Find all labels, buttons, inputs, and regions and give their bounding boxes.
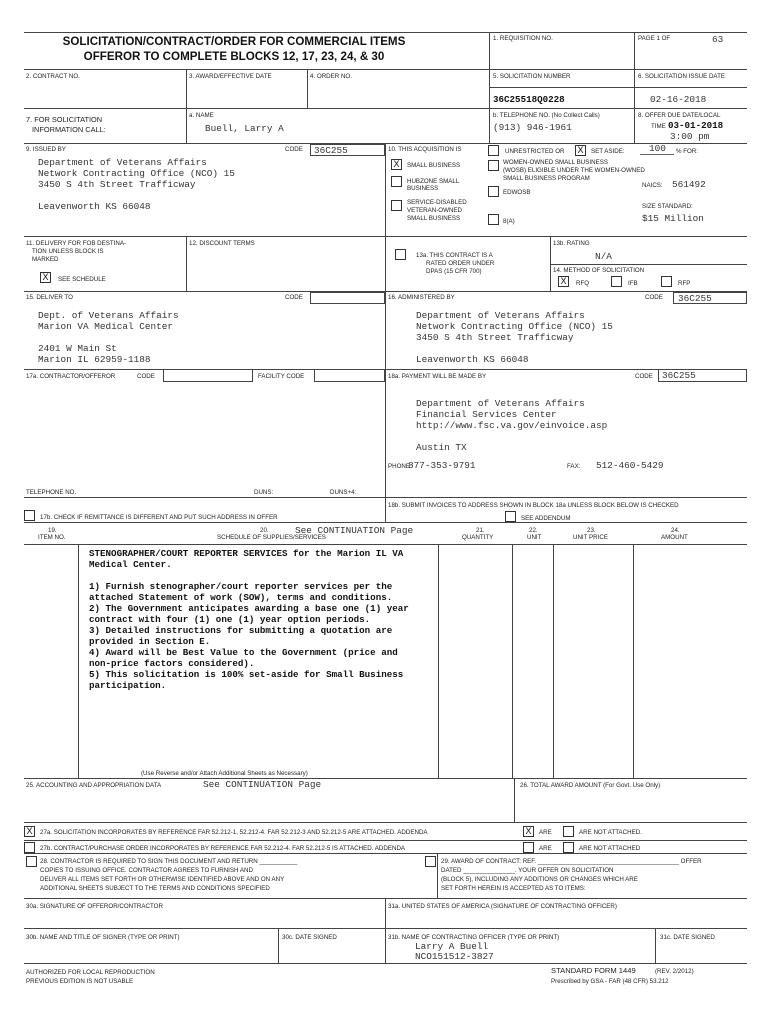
contract-no-label: 2. CONTRACT NO.: [26, 73, 80, 80]
signature-officer-label: 31a. UNITED STATES OF AMERICA (SIGNATURE OF CONTRACTING OFFICER): [388, 903, 617, 910]
contractor-sign-line-4: ADDITIONAL SHEETS SUBJECT TO THE TERMS AND CONDITIONS SPECIFIED: [40, 885, 270, 892]
award-line-4: SET FORTH HEREIN IS ACCEPTED AS TO ITEMS:: [441, 885, 586, 892]
naics-code: 561492: [672, 179, 706, 190]
col20-number: 20.: [260, 527, 269, 534]
contractor-sign-line-2: COPIES TO ISSUING OFFICE. CONTRACTOR AGREES TO FURNISH AND: [40, 867, 253, 874]
payment-code-label: CODE: [635, 373, 653, 380]
remittance-checkbox[interactable]: [24, 510, 35, 521]
contact-phone: (913) 946-1961: [493, 122, 572, 133]
description-line-2: Medical Center.: [89, 559, 172, 570]
rfq-label: RFQ: [576, 280, 590, 287]
naics-label: NAICS:: [642, 182, 663, 189]
discount-terms-label: 12. DISCOUNT TERMS: [189, 240, 255, 247]
payment-phone: 877-353-9791: [408, 460, 476, 471]
time-label: TIME: [651, 123, 666, 130]
delivery-label-1: 11. DELIVERY FOR FOB DESTINA-: [26, 240, 127, 247]
sdvosb-label-2: VETERAN-OWNED: [407, 207, 463, 214]
offer-due-time: 3:00 pm: [670, 131, 710, 142]
description-line-4: 1) Furnish stenographer/court reporter services per the: [89, 581, 393, 592]
rating-value: N/A: [595, 251, 612, 262]
addenda-are-checkbox-2[interactable]: [523, 842, 534, 853]
small-business-checkbox[interactable]: X: [391, 159, 402, 170]
far-reference-checkbox[interactable]: X: [24, 826, 35, 837]
eight-a-label: 8(A): [503, 218, 515, 225]
payment-fax-label: FAX:: [567, 463, 581, 470]
sdvosb-checkbox[interactable]: [391, 200, 402, 211]
rfq-checkbox[interactable]: X: [558, 276, 569, 287]
edwosb-checkbox[interactable]: [488, 186, 499, 197]
delivery-label-3: MARKED: [32, 256, 59, 263]
description-line-8: 3) Detailed instructions for submitting a quotation are: [89, 625, 393, 636]
description-line-1: STENOGRAPHER/COURT REPORTER SERVICES for the Marion IL VA: [89, 548, 404, 559]
footer-prescribed: Prescribed by GSA - FAR (48 CFR) 53.212: [551, 978, 669, 985]
far-reference-text: 27a. SOLICITATION INCORPORATES BY REFERENCE FAR 52.212-1, 52.212-4. FAR 52.212-3 AND 52.212-5 ARE ATTACHED. ADDENDA: [40, 829, 428, 836]
hubzone-label-2: BUSINESS: [407, 185, 439, 192]
offer-due-date: 03-01-2018: [668, 120, 724, 131]
solicitation-info-label: 7. FOR SOLICITATION: [26, 115, 103, 124]
solicitation-info-label-2: INFORMATION CALL:: [32, 125, 106, 134]
col-schedule: SCHEDULE OF SUPPLIES/SERVICES: [217, 534, 326, 541]
footer-form-name: STANDARD FORM 1449: [551, 966, 636, 975]
col-item-no: ITEM NO.: [38, 534, 66, 541]
col-unit: UNIT: [527, 534, 542, 541]
description-line-5: attached Statement of work (SOW), terms and conditions.: [89, 592, 393, 603]
deliver-code-label: CODE: [285, 294, 303, 301]
description-line-10: 4) Award will be Best Value to the Government (price and: [89, 647, 398, 658]
addenda-are-label: ARE: [539, 829, 552, 836]
set-aside-percent: 100: [649, 143, 666, 154]
solicitation-number: 36C25518Q0228: [493, 94, 565, 105]
footer-previous-edition: PREVIOUS EDITION IS NOT USABLE: [26, 978, 134, 985]
award-line-2: DATED _______________. YOUR OFFER ON SOLICITATION: [441, 867, 614, 874]
footer-revision: (REV. 2/2012): [655, 968, 694, 975]
addendum-label: SEE ADDENDUM: [521, 515, 571, 522]
admin-line-3: 3450 S 4th Street Trafficway: [416, 332, 574, 343]
payment-line-2: Financial Services Center: [416, 409, 557, 420]
admin-line-1: Department of Veterans Affairs: [416, 310, 585, 321]
col23-number: 23.: [587, 527, 596, 534]
order-no-label: 4. ORDER NO.: [310, 73, 352, 80]
addenda-not-attached-label: ARE NOT ATTACHED.: [579, 829, 642, 836]
signer-name-label: 30b. NAME AND TITLE OF SIGNER (TYPE OR PRINT): [26, 934, 180, 941]
edwosb-label: EDWOSB: [503, 189, 531, 196]
payment-fax: 512-460-5429: [596, 460, 664, 471]
contractor-sign-line-1: 28. CONTRACTOR IS REQUIRED TO SIGN THIS DOCUMENT AND RETURN ___________: [40, 858, 298, 865]
contractor-label: 17a. CONTRACTOR/OFFEROR: [26, 373, 116, 380]
name-label: a. NAME: [189, 112, 214, 119]
officer-date-label: 31c. DATE SIGNED: [660, 934, 715, 941]
admin-code-label: CODE: [645, 294, 663, 301]
addenda-are-label-2: ARE: [539, 845, 552, 852]
col-unit-price: UNIT PRICE: [573, 534, 608, 541]
col-amount: AMOUNT: [661, 534, 688, 541]
rfp-label: RFP: [678, 280, 691, 287]
contract-reference-checkbox[interactable]: [24, 842, 35, 853]
acquisition-label: 10. THIS ACQUISITION IS: [388, 146, 462, 153]
issued-line-3: 3450 S 4th Street Trafficway: [38, 179, 196, 190]
admin-code: 36C255: [678, 293, 712, 304]
rated-order-checkbox[interactable]: [395, 249, 406, 260]
issue-date: 02-16-2018: [650, 94, 707, 105]
offeror-date-label: 30c. DATE SIGNED: [282, 934, 337, 941]
addenda-are-checkbox[interactable]: X: [523, 826, 534, 837]
contractor-code-label: CODE: [137, 373, 155, 380]
payment-code: 36C255: [662, 370, 696, 381]
contractor-sign-line-3: DELIVER ALL ITEMS SET FORTH OR OTHERWISE IDENTIFIED ABOVE AND ON ANY: [40, 876, 285, 883]
deliver-line-2: Marion VA Medical Center: [38, 321, 174, 332]
wosb-label-1: WOMEN-OWNED SMALL BUSINESS: [503, 159, 608, 166]
size-standard: $15 Million: [642, 213, 704, 224]
officer-id: NCO151512-3827: [415, 951, 494, 962]
deliver-to-label: 15. DELIVER TO: [26, 294, 73, 301]
description-line-7: contract with four (1) one (1) year option periods.: [89, 614, 371, 625]
sdvosb-label-1: SERVICE-DISABLED: [407, 199, 467, 206]
issued-line-1: Department of Veterans Affairs: [38, 157, 207, 168]
description-line-6: 2) The Government anticipates awarding a base one (1) year: [89, 603, 409, 614]
issued-code-label: CODE: [285, 146, 303, 153]
sdvosb-label-3: SMALL BUSINESS: [407, 215, 461, 222]
telephone-label: b. TELEPHONE NO. (No Collect Calls): [493, 112, 600, 119]
award-line-3: (BLOCK 5), INCLUDING ANY ADDITIONS OR CHANGES WHICH ARE: [441, 876, 638, 883]
accounting-value: See CONTINUATION Page: [203, 779, 322, 790]
wosb-label-3: SMALL BUSINESS PROGRAM: [503, 175, 590, 182]
unrestricted-checkbox[interactable]: [488, 145, 499, 156]
size-standard-label: SIZE STANDARD:: [642, 203, 693, 210]
deliver-line-1: Dept. of Veterans Affairs: [38, 310, 179, 321]
payment-phone-label: PHONE:: [388, 463, 412, 470]
requisition-label: 1. REQUISITION NO.: [493, 35, 553, 42]
col24-number: 24.: [671, 527, 680, 534]
issued-code: 36C255: [314, 145, 348, 156]
admin-line-2: Network Contracting Office (NCO) 15: [416, 321, 613, 332]
col-quantity: QUANTITY: [462, 534, 494, 541]
contract-reference-text: 27b. CONTRACT/PURCHASE ORDER INCORPORATES BY REFERENCE FAR 52.212-4. FAR 52.212-5 IS ATTACHED. ADDENDA: [40, 845, 406, 852]
hubzone-label-1: HUBZONE SMALL: [407, 178, 460, 185]
solicitation-number-label: 5. SOLICITATION NUMBER: [493, 73, 571, 80]
hubzone-checkbox[interactable]: [391, 176, 402, 187]
rfp-checkbox[interactable]: [661, 276, 672, 287]
set-aside-for: % FOR:: [676, 148, 699, 155]
issued-city: Leavenworth KS 66048: [38, 201, 151, 212]
rated-order-label-2: RATED ORDER UNDER: [426, 260, 495, 267]
payment-line-3: http://www.fsc.va.gov/einvoice.asp: [416, 420, 608, 431]
set-aside-checkbox[interactable]: X: [575, 145, 586, 156]
form-subtitle: OFFEROR TO COMPLETE BLOCKS 12, 17, 23, 24, & 30: [83, 50, 385, 63]
officer-name: Larry A Buell: [415, 941, 489, 952]
payment-line-5: Austin TX: [416, 442, 467, 453]
deliver-line-4: 2401 W Main St: [38, 343, 117, 354]
reverse-note: (Use Reverse and/or Attach Additional Sheets as Necessary): [141, 770, 308, 777]
rated-order-label-3: DPAS (15 CFR 700): [426, 268, 482, 275]
addendum-checkbox[interactable]: [505, 511, 516, 522]
small-business-label: SMALL BUSINESS: [407, 162, 461, 169]
form-title: SOLICITATION/CONTRACT/ORDER FOR COMMERCIAL ITEMS: [62, 35, 406, 48]
administered-label: 16. ADMINISTERED BY: [388, 294, 455, 301]
admin-line-5: Leavenworth KS 66048: [416, 354, 529, 365]
rated-order-label-1: 13a. THIS CONTRACT IS A: [416, 252, 493, 259]
eight-a-checkbox[interactable]: [488, 214, 499, 225]
rating-label: 13b. RATING: [553, 240, 590, 247]
facility-code-label: FACILITY CODE: [258, 373, 305, 380]
description-line-9: provided in Section E.: [89, 636, 211, 647]
award-date-label: 3. AWARD/EFFECTIVE DATE: [189, 73, 272, 80]
see-schedule-label: SEE SCHEDULE: [58, 276, 106, 283]
wosb-checkbox[interactable]: [488, 160, 499, 171]
telephone-no-label: TELEPHONE NO.: [26, 489, 77, 496]
award-line-1: 29. AWARD OF CONTRACT: REF. _________________________________________ OFFER: [441, 858, 702, 865]
page-total: 63: [712, 34, 724, 45]
ifb-checkbox[interactable]: [611, 276, 622, 287]
contact-name: Buell, Larry A: [205, 123, 284, 134]
col19-number: 19.: [48, 527, 57, 534]
contractor-sign-checkbox[interactable]: [26, 856, 37, 867]
officer-name-label: 31b. NAME OF CONTRACTING OFFICER (TYPE OR PRINT): [388, 934, 560, 941]
issue-date-label: 6. SOLICITATION ISSUE DATE: [638, 73, 725, 80]
total-award-label: 26. TOTAL AWARD AMOUNT (For Govt. Use Only): [520, 782, 661, 789]
accounting-label: 25. ACCOUNTING AND APPROPRIATION DATA: [26, 782, 162, 789]
unrestricted-label: UNRESTRICTED OR: [505, 148, 565, 155]
description-line-11: non-price factors considered).: [89, 658, 255, 669]
page-label: PAGE 1 OF: [638, 35, 671, 42]
signature-offeror-label: 30a. SIGNATURE OF OFFEROR/CONTRACTOR: [26, 903, 163, 910]
description-line-13: participation.: [89, 680, 167, 691]
description-line-12: 5) This solicitation is 100% set-aside for Small Business: [89, 669, 404, 680]
payment-label: 18a. PAYMENT WILL BE MADE BY: [388, 373, 487, 380]
col21-number: 21.: [476, 527, 485, 534]
deliver-line-5: Marion IL 62959-1188: [38, 354, 151, 365]
addenda-not-attached-checkbox[interactable]: [563, 826, 574, 837]
col22-number: 22.: [529, 527, 538, 534]
set-aside-label: SET ASIDE:: [591, 148, 625, 155]
offer-due-label: 8. OFFER DUE DATE/LOCAL: [638, 112, 721, 119]
delivery-label-2: TION UNLESS BLOCK IS: [32, 248, 104, 255]
duns-label: DUNS:: [254, 489, 274, 496]
duns4-label: DUNS+4:: [330, 489, 357, 496]
ifb-label: IFB: [628, 280, 638, 287]
submit-invoices-label: 18b. SUBMIT INVOICES TO ADDRESS SHOWN IN BLOCK 18a UNLESS BLOCK BELOW IS CHECKED: [388, 502, 679, 509]
see-schedule-checkbox[interactable]: X: [40, 272, 51, 283]
remittance-label: 17b. CHECK IF REMITTANCE IS DIFFERENT AND PUT SUCH ADDRESS IN OFFER: [40, 514, 278, 521]
wosb-label-2: (WOSB) ELIGIBLE UNDER THE WOMEN-OWNED: [503, 167, 645, 174]
issued-by-label: 9. ISSUED BY: [26, 146, 66, 153]
method-label: 14. METHOD OF SOLICITATION: [553, 267, 645, 274]
payment-line-1: Department of Veterans Affairs: [416, 398, 585, 409]
issued-line-2: Network Contracting Office (NCO) 15: [38, 168, 235, 179]
award-contract-checkbox[interactable]: [425, 856, 436, 867]
addenda-not-attached-label-2: ARE NOT ATTACHED: [579, 845, 641, 852]
col-continuation: See CONTINUATION Page: [295, 525, 414, 536]
addenda-not-attached-checkbox-2[interactable]: [563, 842, 574, 853]
footer-authorized: AUTHORIZED FOR LOCAL REPRODUCTION: [26, 969, 155, 976]
